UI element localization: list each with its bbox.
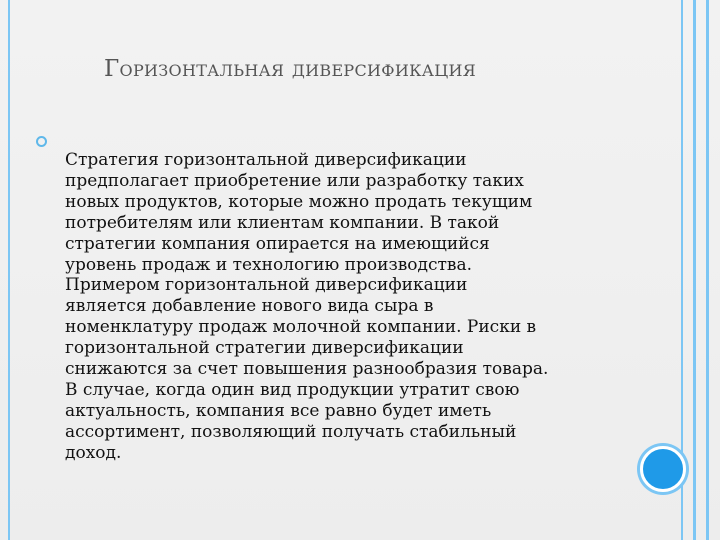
body-line: В случае, когда один вид продукции утратит свою <box>65 379 520 400</box>
body-line: потребителям или клиентам компании. В такой <box>65 212 500 233</box>
left-frame-line <box>8 0 10 540</box>
body-line: Стратегия горизонтальной диверсификации <box>65 150 467 170</box>
right-frame-line-middle <box>693 0 696 540</box>
right-frame-line-outer <box>706 0 709 540</box>
slide-title: Горизонтальная диверсификация <box>104 56 476 82</box>
body-line: новых продуктов, которые можно продать текущим <box>65 191 533 212</box>
body-line: актуальность, компания все равно будет иметь <box>65 400 492 421</box>
body-line: горизонтальной стратегии диверсификации <box>65 338 464 359</box>
body-line: ассортимент, позволяющий получать стабильный <box>65 421 517 442</box>
body-line: номенклатуру продаж молочной компании. Риски в <box>65 317 537 338</box>
body-line: снижаются за счет повышения разнообразия товара. <box>65 359 549 380</box>
body-line: Примером горизонтальной диверсификации <box>65 275 468 296</box>
body-line: уровень продаж и технологию производства. <box>65 254 473 275</box>
slide-body-text <box>65 150 645 464</box>
body-line: стратегии компания опирается на имеющийся <box>65 233 490 254</box>
body-line: доход. <box>65 442 122 463</box>
circle-bullet-icon <box>36 136 47 147</box>
body-line: является добавление нового вида сыра в <box>65 296 434 317</box>
blue-circle-icon <box>640 446 686 492</box>
body-line: предполагает приобретение или разработку таких <box>65 170 524 191</box>
